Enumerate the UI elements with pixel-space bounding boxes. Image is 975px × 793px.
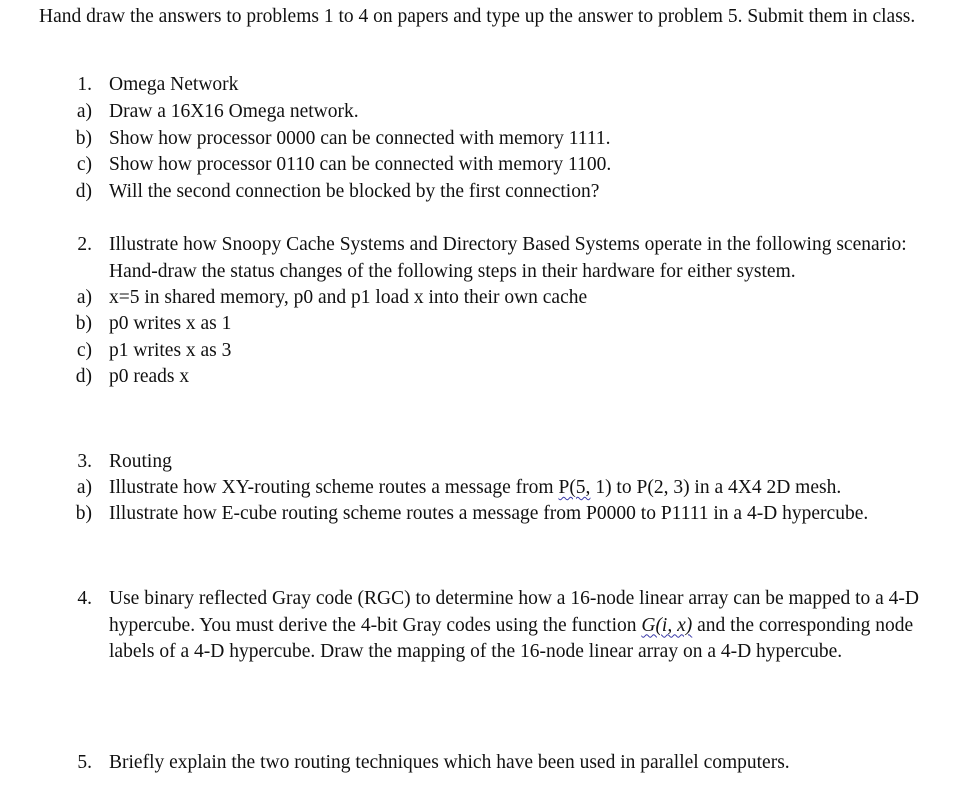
- problem-1b-text: Show how processor 0000 can be connected with memory 1111.: [109, 128, 611, 149]
- problem-2-number: 2.: [77, 234, 92, 255]
- problem-1a-label: a): [76, 101, 92, 122]
- problem-2b-label: b): [75, 313, 92, 334]
- instructions-paragraph: Hand draw the answers to problems 1 to 4 on papers and type up the answer to problem 5. Submit them in class.: [39, 6, 916, 27]
- problem-1d-text: Will the second connection be blocked by the first connection?: [109, 181, 600, 202]
- problem-2c-label: c): [76, 340, 92, 361]
- problem-1-number: 1.: [77, 74, 92, 95]
- problem-3-number: 3.: [77, 451, 92, 472]
- problem-3a-text-start: Illustrate how XY-routing scheme routes a message from: [109, 477, 559, 498]
- problem-2b-text: p0 writes x as 1: [109, 313, 232, 334]
- problem-1b-label: b): [75, 128, 92, 149]
- gray-code-function: G(i, x): [641, 614, 693, 636]
- problem-3a-text: [109, 475, 841, 502]
- problem-1a-text: Draw a 16X16 Omega network.: [109, 101, 359, 122]
- problem-1c-label: c): [76, 154, 92, 175]
- problem-2d-label: d): [75, 366, 92, 387]
- problem-3a-text-end: 1) to P(2, 3) in a 4X4 2D mesh.: [590, 477, 842, 498]
- problem-4-text-end: and the corresponding node labels of a 4-D hypercube. Draw the mapping of the 16-node linear array on a 4-D hypercube.: [109, 614, 914, 662]
- problem-4-number: 4.: [77, 588, 92, 609]
- problem-5-text: Briefly explain the two routing techniques which have been used in parallel computers.: [109, 752, 790, 773]
- problem-3b-label: b): [75, 503, 92, 524]
- problem-2-text: Illustrate how Snoopy Cache Systems and Directory Based Systems operate in the following scenario: Hand-draw the status changes of the following steps in their hardware for either system.: [109, 234, 907, 282]
- problem-1-title: Omega Network: [109, 74, 239, 95]
- problem-2d-text: p0 reads x: [109, 366, 190, 387]
- problem-1c-text: Show how processor 0110 can be connected with memory 1100.: [109, 154, 612, 175]
- problem-2c-text: p1 writes x as 3: [109, 340, 232, 361]
- spelling-flag: P(5,: [558, 477, 591, 498]
- problem-1d-label: d): [75, 181, 92, 202]
- problem-2a-text: x=5 in shared memory, p0 and p1 load x into their own cache: [109, 287, 588, 308]
- problem-4-text: [109, 586, 947, 666]
- problem-3a-label: a): [76, 477, 92, 498]
- problem-3b-text: Illustrate how E-cube routing scheme routes a message from P0000 to P1111 in a 4-D hypercube.: [109, 503, 869, 524]
- problem-5-number: 5.: [77, 752, 92, 773]
- problem-2a-label: a): [76, 287, 92, 308]
- problem-3-title: Routing: [109, 451, 172, 472]
- problem-4-text-start: Use binary reflected Gray code (RGC) to determine how a 16-node linear array can be mapped to a 4-D hypercube. You must derive the 4-bit Gray codes using the function: [109, 588, 920, 636]
